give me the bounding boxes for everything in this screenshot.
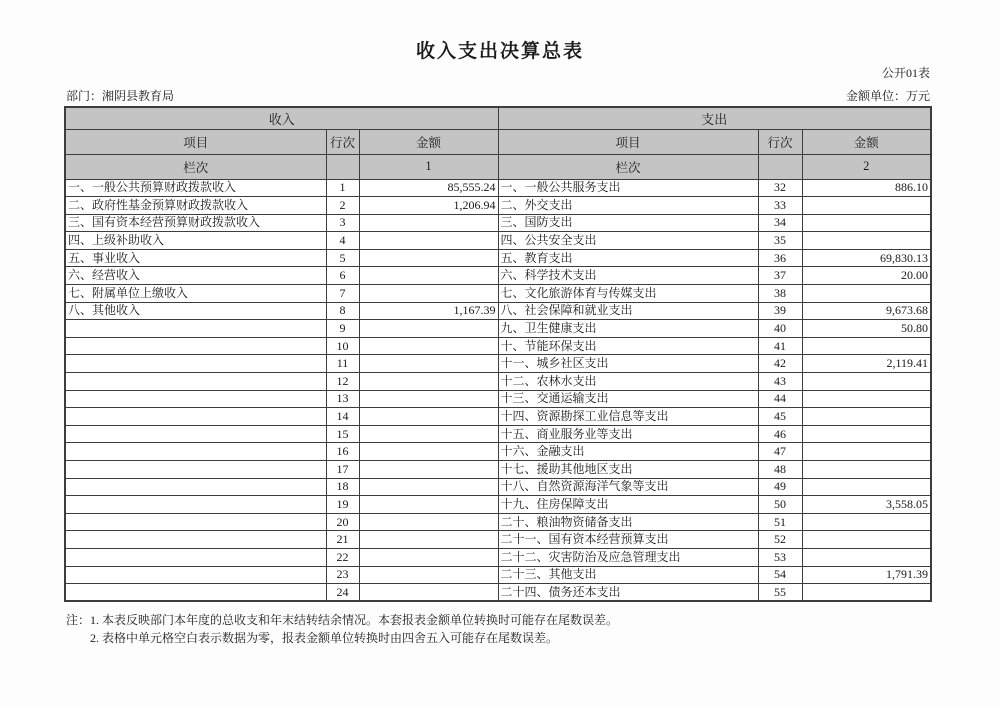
- income-amount-cell: [359, 355, 498, 373]
- meta-row: [66, 87, 930, 104]
- income-item-cell: [65, 566, 326, 584]
- income-amount-cell: [359, 443, 498, 461]
- table-row: [65, 267, 931, 285]
- income-item-cell: [65, 584, 326, 602]
- expenditure-amount-cell: 3,558.05: [802, 496, 931, 514]
- income-line-cell: 7: [326, 285, 359, 303]
- expenditure-line-cell: 55: [758, 584, 802, 602]
- expenditure-amount-cell: [802, 373, 931, 391]
- income-item-cell: 八、其他收入: [65, 302, 326, 320]
- expenditure-line-cell: 32: [758, 179, 802, 197]
- income-item-cell: [65, 461, 326, 479]
- expenditure-col-line: 行次: [758, 129, 802, 154]
- expenditure-line-cell: 49: [758, 478, 802, 496]
- income-amount-cell: [359, 214, 498, 232]
- income-amount-cell: 1,167.39: [359, 302, 498, 320]
- income-line-cell: 16: [326, 443, 359, 461]
- expenditure-line-cell: 41: [758, 337, 802, 355]
- expenditure-line-cell: 54: [758, 566, 802, 584]
- expenditure-line-cell: 47: [758, 443, 802, 461]
- income-item-cell: [65, 478, 326, 496]
- expenditure-amount-cell: [802, 337, 931, 355]
- expenditure-item-cell: 二十一、国有资本经营预算支出: [498, 531, 758, 549]
- department-label: 部门：湘阴县教育局: [66, 89, 175, 103]
- income-item-cell: [65, 320, 326, 338]
- income-line-cell: 11: [326, 355, 359, 373]
- expenditure-item-cell: 十七、援助其他地区支出: [498, 461, 758, 479]
- expenditure-line-cell: 44: [758, 390, 802, 408]
- income-item-cell: [65, 531, 326, 549]
- table-row: [65, 443, 931, 461]
- income-item-cell: [65, 496, 326, 514]
- income-item-cell: 四、上级补助收入: [65, 232, 326, 250]
- expenditure-item-cell: 十四、资源勘探工业信息等支出: [498, 408, 758, 426]
- table-row: [65, 566, 931, 584]
- table-row: [65, 232, 931, 250]
- table-row: [65, 355, 931, 373]
- table-row: [65, 548, 931, 566]
- income-line-cell: 24: [326, 584, 359, 602]
- income-col-amount: 金额: [359, 129, 498, 154]
- income-line-cell: 21: [326, 531, 359, 549]
- lanci-row: [65, 154, 931, 179]
- income-line-cell: 6: [326, 267, 359, 285]
- table-row: [65, 408, 931, 426]
- income-lanci-label: 栏次: [65, 154, 326, 179]
- expenditure-item-cell: 七、文化旅游体育与传媒支出: [498, 285, 758, 303]
- income-line-cell: 20: [326, 513, 359, 531]
- income-amount-cell: 85,555.24: [359, 179, 498, 197]
- table-row: [65, 249, 931, 267]
- expenditure-line-cell: 43: [758, 373, 802, 391]
- income-amount-cell: [359, 531, 498, 549]
- table-row: [65, 584, 931, 602]
- expenditure-item-cell: 十、节能环保支出: [498, 337, 758, 355]
- income-item-cell: [65, 408, 326, 426]
- expenditure-item-cell: 三、国防支出: [498, 214, 758, 232]
- income-item-cell: [65, 443, 326, 461]
- expenditure-item-cell: 十一、城乡社区支出: [498, 355, 758, 373]
- expenditure-amount-cell: 69,830.13: [802, 249, 931, 267]
- table-row: [65, 425, 931, 443]
- expenditure-amount-cell: [802, 584, 931, 602]
- table-row: [65, 179, 931, 197]
- table-row: [65, 390, 931, 408]
- expenditure-amount-cell: 886.10: [802, 179, 931, 197]
- expenditure-amount-cell: [802, 390, 931, 408]
- section-header-row: [65, 107, 931, 129]
- expenditure-item-cell: 十三、交通运输支出: [498, 390, 758, 408]
- income-line-cell: 3: [326, 214, 359, 232]
- income-amount-cell: [359, 320, 498, 338]
- expenditure-lanci-value: 2: [802, 154, 931, 179]
- expenditure-item-cell: 二、外交支出: [498, 197, 758, 215]
- expenditure-lanci-label: 栏次: [498, 154, 758, 179]
- income-amount-cell: [359, 584, 498, 602]
- decision-summary-table: [64, 106, 932, 602]
- expenditure-amount-cell: [802, 548, 931, 566]
- expenditure-amount-cell: [802, 425, 931, 443]
- expenditure-line-cell: 52: [758, 531, 802, 549]
- income-item-cell: 一、一般公共预算财政拨款收入: [65, 179, 326, 197]
- income-item-cell: [65, 548, 326, 566]
- income-line-cell: 19: [326, 496, 359, 514]
- expenditure-amount-cell: [802, 232, 931, 250]
- footnote-2: 2. 表格中单元格空白表示数据为零，报表金额单位转换时由四舍五入可能存在尾数误差。: [90, 631, 559, 645]
- expenditure-item-cell: 九、卫生健康支出: [498, 320, 758, 338]
- income-item-cell: [65, 425, 326, 443]
- income-line-cell: 9: [326, 320, 359, 338]
- income-lanci-value: 1: [359, 154, 498, 179]
- income-amount-cell: [359, 478, 498, 496]
- expenditure-line-cell: 45: [758, 408, 802, 426]
- income-line-cell: 10: [326, 337, 359, 355]
- expenditure-amount-cell: [802, 478, 931, 496]
- income-line-cell: 22: [326, 548, 359, 566]
- expenditure-item-cell: 一、一般公共服务支出: [498, 179, 758, 197]
- expenditure-amount-cell: 20.00: [802, 267, 931, 285]
- expenditure-amount-cell: [802, 461, 931, 479]
- income-line-cell: 13: [326, 390, 359, 408]
- expenditure-col-amount: 金额: [802, 129, 931, 154]
- expenditure-item-cell: 二十二、灾害防治及应急管理支出: [498, 548, 758, 566]
- expenditure-item-cell: 二十三、其他支出: [498, 566, 758, 584]
- expenditure-line-cell: 36: [758, 249, 802, 267]
- income-item-cell: [65, 355, 326, 373]
- expenditure-item-cell: 十五、商业服务业等支出: [498, 425, 758, 443]
- income-amount-cell: 1,206.94: [359, 197, 498, 215]
- expenditure-line-cell: 35: [758, 232, 802, 250]
- income-line-cell: 12: [326, 373, 359, 391]
- income-amount-cell: [359, 513, 498, 531]
- table-row: [65, 478, 931, 496]
- expenditure-line-cell: 48: [758, 461, 802, 479]
- expenditure-amount-cell: 50.80: [802, 320, 931, 338]
- income-line-cell: 15: [326, 425, 359, 443]
- income-item-cell: 三、国有资本经营预算财政拨款收入: [65, 214, 326, 232]
- expenditure-item-cell: 六、科学技术支出: [498, 267, 758, 285]
- expenditure-amount-cell: [802, 197, 931, 215]
- table-row: [65, 496, 931, 514]
- unit-label: 金额单位：万元: [845, 89, 930, 103]
- income-item-cell: 七、附属单位上缴收入: [65, 285, 326, 303]
- expenditure-amount-cell: [802, 531, 931, 549]
- income-amount-cell: [359, 337, 498, 355]
- table-row: [65, 285, 931, 303]
- table-row: [65, 513, 931, 531]
- expenditure-item-cell: 十二、农林水支出: [498, 373, 758, 391]
- income-item-cell: [65, 513, 326, 531]
- table-row: [65, 337, 931, 355]
- income-item-cell: [65, 373, 326, 391]
- expenditure-line-cell: 40: [758, 320, 802, 338]
- expenditure-item-cell: 十九、住房保障支出: [498, 496, 758, 514]
- income-item-cell: [65, 390, 326, 408]
- income-item-cell: 二、政府性基金预算财政拨款收入: [65, 197, 326, 215]
- expenditure-line-cell: 46: [758, 425, 802, 443]
- income-col-item: 项目: [65, 129, 326, 154]
- table-row: [65, 461, 931, 479]
- income-amount-cell: [359, 548, 498, 566]
- expenditure-item-cell: 四、公共安全支出: [498, 232, 758, 250]
- income-line-cell: 2: [326, 197, 359, 215]
- table-row: [65, 320, 931, 338]
- expenditure-amount-cell: [802, 214, 931, 232]
- table-body: [65, 179, 931, 601]
- expenditure-amount-cell: [802, 408, 931, 426]
- expenditure-section-header: 支出: [498, 107, 931, 129]
- page-title: 收入支出决算总表: [415, 41, 584, 62]
- expenditure-line-cell: 34: [758, 214, 802, 232]
- expenditure-amount-cell: [802, 285, 931, 303]
- expenditure-lanci-blank: [758, 154, 802, 179]
- table-row: [65, 302, 931, 320]
- income-amount-cell: [359, 461, 498, 479]
- expenditure-col-item: 项目: [498, 129, 758, 154]
- income-line-cell: 1: [326, 179, 359, 197]
- income-col-line: 行次: [326, 129, 359, 154]
- expenditure-item-cell: 十六、金融支出: [498, 443, 758, 461]
- income-item-cell: 六、经营收入: [65, 267, 326, 285]
- income-line-cell: 8: [326, 302, 359, 320]
- expenditure-line-cell: 37: [758, 267, 802, 285]
- expenditure-amount-cell: 9,673.68: [802, 302, 931, 320]
- income-line-cell: 17: [326, 461, 359, 479]
- expenditure-amount-cell: 1,791.39: [802, 566, 931, 584]
- expenditure-amount-cell: [802, 513, 931, 531]
- expenditure-line-cell: 53: [758, 548, 802, 566]
- expenditure-line-cell: 42: [758, 355, 802, 373]
- income-amount-cell: [359, 285, 498, 303]
- income-line-cell: 14: [326, 408, 359, 426]
- expenditure-item-cell: 五、教育支出: [498, 249, 758, 267]
- expenditure-item-cell: 二十、粮油物资储备支出: [498, 513, 758, 531]
- expenditure-line-cell: 38: [758, 285, 802, 303]
- column-header-row: [65, 129, 931, 154]
- income-lanci-blank: [326, 154, 359, 179]
- expenditure-line-cell: 39: [758, 302, 802, 320]
- income-amount-cell: [359, 249, 498, 267]
- income-line-cell: 18: [326, 478, 359, 496]
- income-amount-cell: [359, 566, 498, 584]
- table-row: [65, 214, 931, 232]
- income-amount-cell: [359, 232, 498, 250]
- income-line-cell: 23: [326, 566, 359, 584]
- table-row: [65, 531, 931, 549]
- table-code: 公开01表: [881, 66, 930, 80]
- footnote-1: 注：1. 本表反映部门本年度的总收支和年末结转结余情况。本套报表金额单位转换时可能存在尾数误差。: [66, 613, 619, 627]
- income-item-cell: 五、事业收入: [65, 249, 326, 267]
- expenditure-item-cell: 十八、自然资源海洋气象等支出: [498, 478, 758, 496]
- income-amount-cell: [359, 425, 498, 443]
- income-amount-cell: [359, 373, 498, 391]
- income-item-cell: [65, 337, 326, 355]
- income-line-cell: 5: [326, 249, 359, 267]
- income-amount-cell: [359, 496, 498, 514]
- expenditure-line-cell: 33: [758, 197, 802, 215]
- expenditure-amount-cell: 2,119.41: [802, 355, 931, 373]
- expenditure-line-cell: 51: [758, 513, 802, 531]
- table-row: [65, 373, 931, 391]
- expenditure-item-cell: 八、社会保障和就业支出: [498, 302, 758, 320]
- income-line-cell: 4: [326, 232, 359, 250]
- income-amount-cell: [359, 408, 498, 426]
- expenditure-line-cell: 50: [758, 496, 802, 514]
- expenditure-item-cell: 二十四、债务还本支出: [498, 584, 758, 602]
- expenditure-amount-cell: [802, 443, 931, 461]
- footnotes: [66, 611, 618, 647]
- table-row: [65, 197, 931, 215]
- income-amount-cell: [359, 390, 498, 408]
- income-section-header: 收入: [65, 107, 498, 129]
- income-amount-cell: [359, 267, 498, 285]
